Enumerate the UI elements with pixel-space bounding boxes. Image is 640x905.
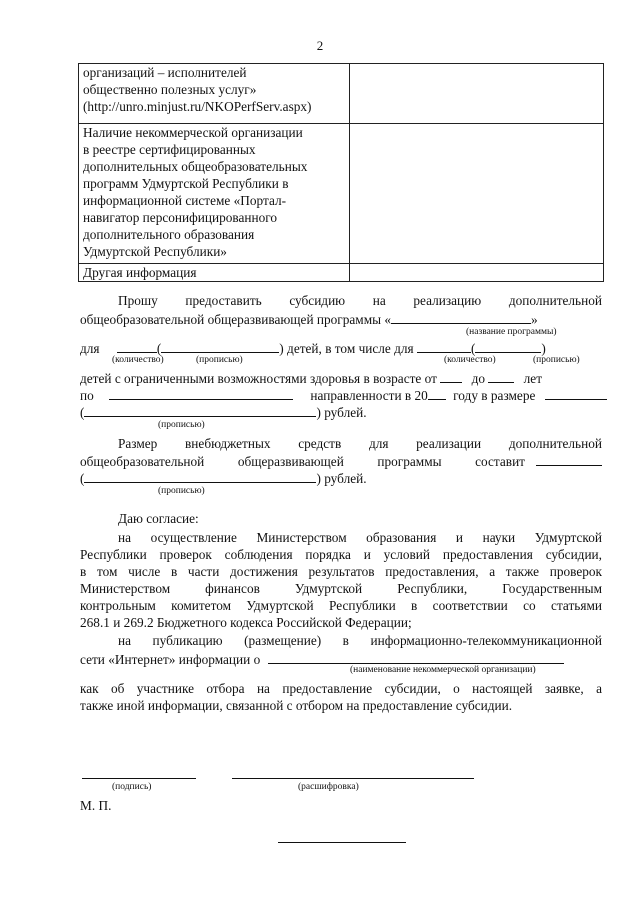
consent-p2-line-3: как об участнике отбора на предоставление субсидии, о настоящей заявке, а bbox=[80, 681, 602, 696]
table-row bbox=[79, 264, 604, 282]
request-line-5: по направленности в 20 году в размере bbox=[80, 386, 607, 404]
extra-line-1: Размер внебюджетных средств для реализации дополнительной bbox=[118, 436, 602, 451]
request-line-6: ( ) рублей. bbox=[80, 405, 367, 420]
org-name-hint: (наименование некоммерческой организации) bbox=[350, 665, 536, 675]
amount-words-field[interactable] bbox=[84, 403, 316, 417]
hvz-count-words-field[interactable] bbox=[475, 339, 541, 353]
extra-amount-words-field[interactable] bbox=[84, 469, 316, 483]
table-cell-label: организаций – исполнителей общественно полезных услуг» (http://unro.minjust.ru/NKOPerfServ.aspx) bbox=[79, 64, 350, 124]
consent-p1-line: на осуществление Министерством образования и науки Удмуртской bbox=[118, 530, 602, 545]
consent-p1-line: контрольным комитетом Удмуртской Республики в соответствии со статьями bbox=[80, 598, 602, 613]
children-count-words-field[interactable] bbox=[161, 339, 279, 353]
decoding-hint: (расшифровка) bbox=[298, 782, 359, 792]
decoding-line[interactable] bbox=[232, 778, 474, 779]
footer-separator bbox=[278, 842, 406, 843]
org-name-field[interactable] bbox=[268, 650, 564, 664]
consent-title: Даю согласие: bbox=[118, 511, 199, 526]
quantity-hint-1: (количество) bbox=[112, 355, 164, 365]
words-hint-1: (прописью) bbox=[196, 355, 243, 365]
direction-field[interactable] bbox=[109, 386, 293, 400]
signature-hint: (подпись) bbox=[112, 782, 152, 792]
table-row bbox=[79, 64, 604, 124]
consent-p1-last: 268.1 и 269.2 Бюджетного кодекса Российской Федерации; bbox=[80, 615, 412, 630]
signature-line[interactable] bbox=[82, 778, 196, 779]
request-line-1: Прошу предоставить субсидию на реализацию дополнительной bbox=[118, 293, 602, 308]
table-cell-value[interactable] bbox=[350, 64, 604, 124]
amount-field[interactable] bbox=[545, 386, 607, 400]
extra-line-3: ( ) рублей. bbox=[80, 471, 367, 486]
stamp-label: М. П. bbox=[80, 798, 112, 813]
children-count-field[interactable] bbox=[117, 339, 157, 353]
words-hint-2: (прописью) bbox=[533, 355, 580, 365]
consent-p2-line-4: также иной информации, связанной с отбором на предоставление субсидии. bbox=[80, 698, 513, 713]
table-row bbox=[79, 124, 604, 264]
table-cell-label: Другая информация bbox=[79, 264, 350, 282]
request-line-2: общеобразовательной общеразвивающей программы « » bbox=[80, 312, 538, 327]
page-number: 2 bbox=[316, 38, 324, 53]
table-cell-label: Наличие некоммерческой организации в реестре сертифицированных дополнительных общеобразовательных программ Удмуртской Республики в информационной системе «Портал- навигатор персонифицированного дополнительного образования Удмуртской Республики» bbox=[79, 124, 350, 264]
words-hint-3: (прописью) bbox=[158, 420, 205, 430]
program-name-field[interactable] bbox=[391, 310, 531, 324]
consent-p1-line: Республики проверок соблюдения порядка и условий предоставления субсидии, bbox=[80, 547, 602, 562]
extra-words-hint: (прописью) bbox=[158, 486, 205, 496]
program-name-hint: (название программы) bbox=[466, 327, 557, 337]
table-cell-value[interactable] bbox=[350, 264, 604, 282]
consent-p1-line: в том числе в части достижения результатов предоставления, а также проверок bbox=[80, 564, 602, 579]
hvz-count-field[interactable] bbox=[417, 339, 471, 353]
age-from-field[interactable] bbox=[440, 369, 462, 383]
age-to-field[interactable] bbox=[488, 369, 514, 383]
consent-p1-line: Министерством финансов Удмуртской Республики, Государственным bbox=[80, 581, 602, 596]
table-cell-value[interactable] bbox=[350, 124, 604, 264]
request-line-3: для ( ) детей, в том числе для ( ) bbox=[80, 341, 546, 356]
extra-line-2: общеобразовательной общеразвивающей программы составит bbox=[80, 452, 602, 470]
year-field[interactable] bbox=[428, 386, 446, 400]
consent-p2-line-2: сети «Интернет» информации о bbox=[80, 650, 564, 668]
info-table bbox=[78, 63, 604, 282]
request-line-4: детей с ограниченными возможностями здоровья в возрасте от до лет bbox=[80, 371, 543, 386]
quantity-hint-2: (количество) bbox=[444, 355, 496, 365]
consent-p2-line-1: на публикацию (размещение) в информационно-телекоммуникационной bbox=[118, 633, 602, 648]
extra-amount-field[interactable] bbox=[536, 452, 602, 466]
